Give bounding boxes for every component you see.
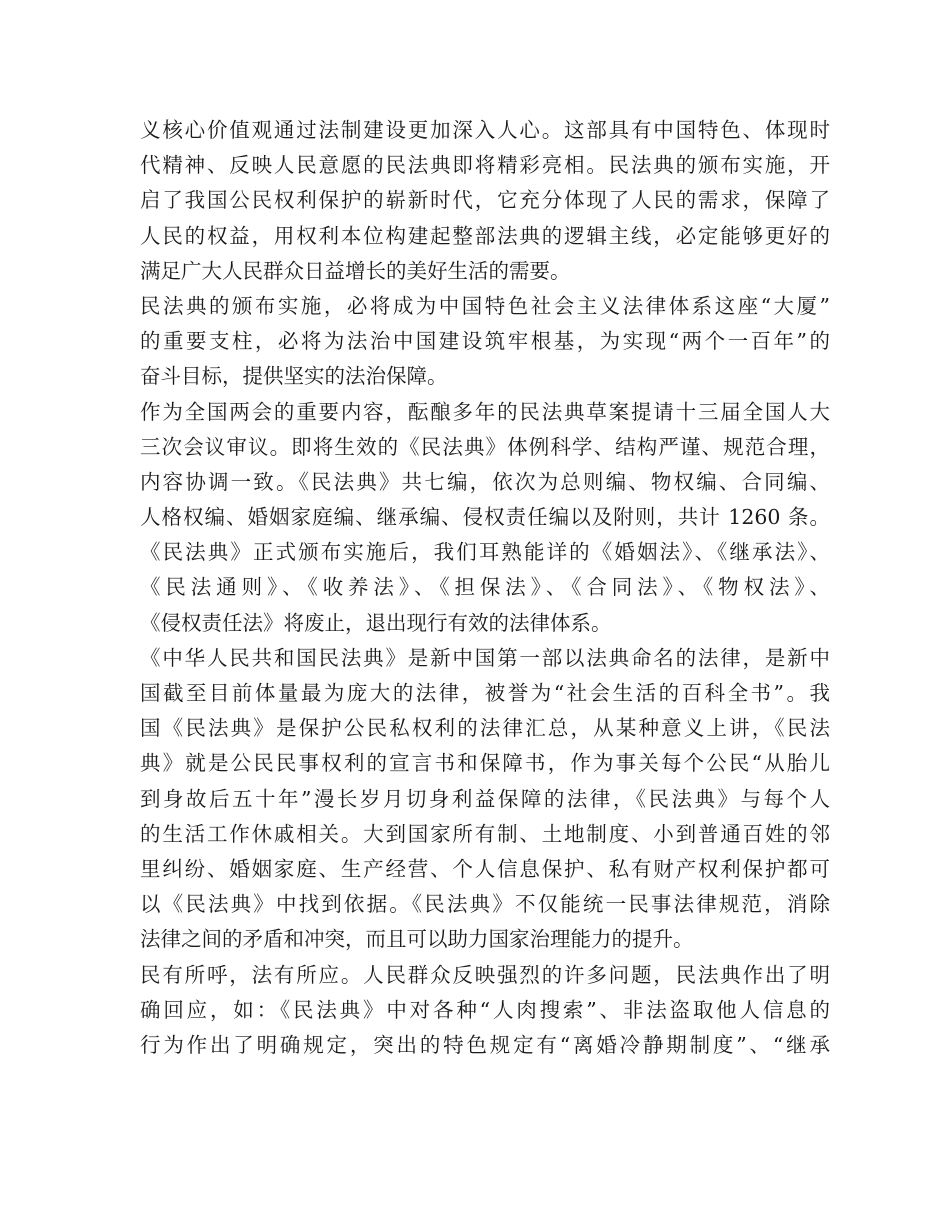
text-line: 义核心价值观通过法制建设更加深入人心。这部具有中国特色、体现时 xyxy=(140,118,830,142)
text-line: 作为全国两会的重要内容，酝酿多年的民法典草案提请十三届全国人大 xyxy=(140,399,830,424)
text-line: 国《民法典》是保护公民私权利的法律汇总，从某种意义上讲，《民法 xyxy=(140,716,830,741)
text-line: 以《民法典》中找到依据。《民法典》不仅能统一民事法律规范，消除 xyxy=(140,892,830,917)
text-line: 民法典的颁布实施，必将成为中国特色社会主义法律体系这座“大厦” xyxy=(140,293,830,318)
text-line: 人民的权益，用权利本位构建起整部法典的逻辑主线，必定能够更好的 xyxy=(140,223,830,248)
text-line: 国截至目前体量最为庞大的法律，被誉为“社会生活的百科全书”。我 xyxy=(140,681,830,705)
text-line: 启了我国公民权利保护的崭新时代，它充分体现了人民的需求，保障了 xyxy=(140,188,830,213)
text-line: 行为作出了明确规定，突出的特色规定有“离婚冷静期制度”、“继承 xyxy=(140,1032,830,1057)
text-line: 《民法通则》、《收养法》、《担保法》、《合同法》、《物权法》、 xyxy=(140,575,830,600)
text-line: 奋斗目标，提供坚实的法治保障。 xyxy=(140,364,448,389)
text-line: 《侵权责任法》将废止，退出现行有效的法律体系。 xyxy=(140,610,612,635)
paragraph-5 xyxy=(140,958,830,1064)
text-line: 的重要支柱，必将为法治中国建设筑牢根基，为实现“两个一百年”的 xyxy=(140,329,830,354)
text-line: 三次会议审议。即将生效的《民法典》体例科学、结构严谨、规范合理， xyxy=(140,434,830,459)
text-line: 确回应，如：《民法典》中对各种“人肉搜索”、非法盗取他人信息的 xyxy=(140,997,830,1022)
text-line: 满足广大人民群众日益增长的美好生活的需要。 xyxy=(140,258,571,283)
paragraph-2 xyxy=(140,289,830,395)
text-line: 的生活工作休戚相关。大到国家所有制、土地制度、小到普通百姓的邻 xyxy=(140,821,830,846)
text-line: 《中华人民共和国民法典》是新中国第一部以法典命名的法律，是新中 xyxy=(140,645,830,670)
paragraph-4 xyxy=(140,641,830,958)
paragraph-3 xyxy=(140,395,830,641)
text-line: 代精神、反映人民意愿的民法典即将精彩亮相。民法典的颁布实施，开 xyxy=(140,153,830,178)
text-line: 民有所呼，法有所应。人民群众反映强烈的许多问题，民法典作出了明 xyxy=(140,962,830,987)
text-line: 里纠纷、婚姻家庭、生产经营、个人信息保护、私有财产权利保护都可 xyxy=(140,856,830,881)
text-line: 法律之间的矛盾和冲突，而且可以助力国家治理能力的提升。 xyxy=(140,927,694,952)
text-line: 典》就是公民民事权利的宣言书和保障书，作为事关每个公民“从胎儿 xyxy=(140,751,830,776)
text-line: 内容协调一致。《民法典》共七编，依次为总则编、物权编、合同编、 xyxy=(140,469,830,494)
text-line: 《民法典》正式颁布实施后，我们耳熟能详的《婚姻法》、《继承法》、 xyxy=(140,540,830,565)
text-line: 人格权编、婚姻家庭编、继承编、侵权责任编以及附则，共计 1260 条。 xyxy=(140,505,830,530)
text-line: 到身故后五十年”漫长岁月切身利益保障的法律，《民法典》与每个人 xyxy=(140,786,830,811)
document-body xyxy=(140,113,830,1063)
paragraph-1 xyxy=(140,113,830,289)
